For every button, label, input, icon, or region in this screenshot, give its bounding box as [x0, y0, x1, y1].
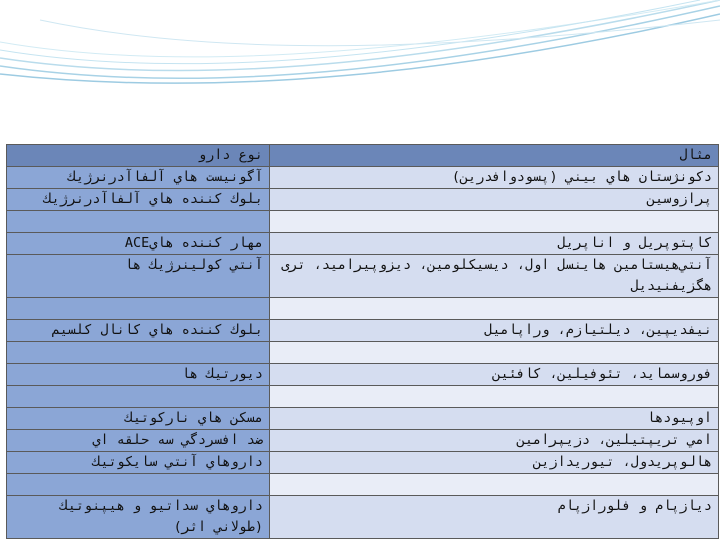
drug-type-cell: ديورتيك ها [7, 364, 270, 386]
drug-type-cell: مسكن هاي ناركوتيك [7, 408, 270, 430]
example-cell [270, 474, 719, 496]
example-cell: هالوپريدول، تيوريدازين [270, 452, 719, 474]
example-cell [270, 386, 719, 408]
drug-type-cell: آگونيست هاي آلفاآدرنرژيك [7, 167, 270, 189]
drug-type-cell [7, 386, 270, 408]
example-cell [270, 342, 719, 364]
example-cell: نيفديپين، ديلتيازم، وراپاميل [270, 320, 719, 342]
table-row [7, 452, 719, 474]
example-cell: ديازپام و فلورازپام [270, 496, 719, 539]
table-row [7, 320, 719, 342]
drug-type-cell [7, 474, 270, 496]
drug-type-cell [7, 211, 270, 233]
example-cell: اوپيودها [270, 408, 719, 430]
drug-type-cell [7, 342, 270, 364]
table-row [7, 408, 719, 430]
table-row [7, 233, 719, 255]
table-row [7, 167, 719, 189]
drug-table [6, 144, 719, 539]
table-row [7, 342, 719, 364]
drug-type-cell: داروهاي سداتيو و هيپنوتيك (طولاني اثر) [7, 496, 270, 539]
example-cell: آنتي‌هيستامين هاينسل اول، ديسيكلومين، ديزوپيراميد، ترى هگزيفنيديل [270, 255, 719, 298]
drug-type-cell: آنتي كولينرژيك ها [7, 255, 270, 298]
example-cell: فوروسمايد، تئوفيلين، كافئين [270, 364, 719, 386]
drug-type-cell: بلوك كننده هاي كانال كلسيم [7, 320, 270, 342]
table-row [7, 496, 719, 539]
table-row [7, 430, 719, 452]
table-row [7, 255, 719, 298]
table-row [7, 298, 719, 320]
example-cell [270, 211, 719, 233]
example-cell: دكونژستان هاي بيني (پسودوافدرين) [270, 167, 719, 189]
table-row [7, 386, 719, 408]
example-cell: پرازوسين [270, 189, 719, 211]
table-row [7, 189, 719, 211]
drug-type-cell [7, 298, 270, 320]
example-cell: كاپتوپريل و اناپريل [270, 233, 719, 255]
drug-type-cell: ضد افسردگي سه حلقه اي [7, 430, 270, 452]
decorative-waves [0, 0, 720, 90]
table-row [7, 364, 719, 386]
header-example: مثال [270, 145, 719, 167]
drug-type-cell: بلوك كننده هاي آلفاآدرنرژيك [7, 189, 270, 211]
header-drug-type: نوع دارو [7, 145, 270, 167]
drug-type-cell: مهار كننده هايACE [7, 233, 270, 255]
table-row [7, 474, 719, 496]
example-cell: امي تريپتيلين، دزيپرامين [270, 430, 719, 452]
table-header-row [7, 145, 719, 167]
example-cell [270, 298, 719, 320]
drug-type-cell: داروهاي آنتي سايكوتيك [7, 452, 270, 474]
table-row [7, 211, 719, 233]
